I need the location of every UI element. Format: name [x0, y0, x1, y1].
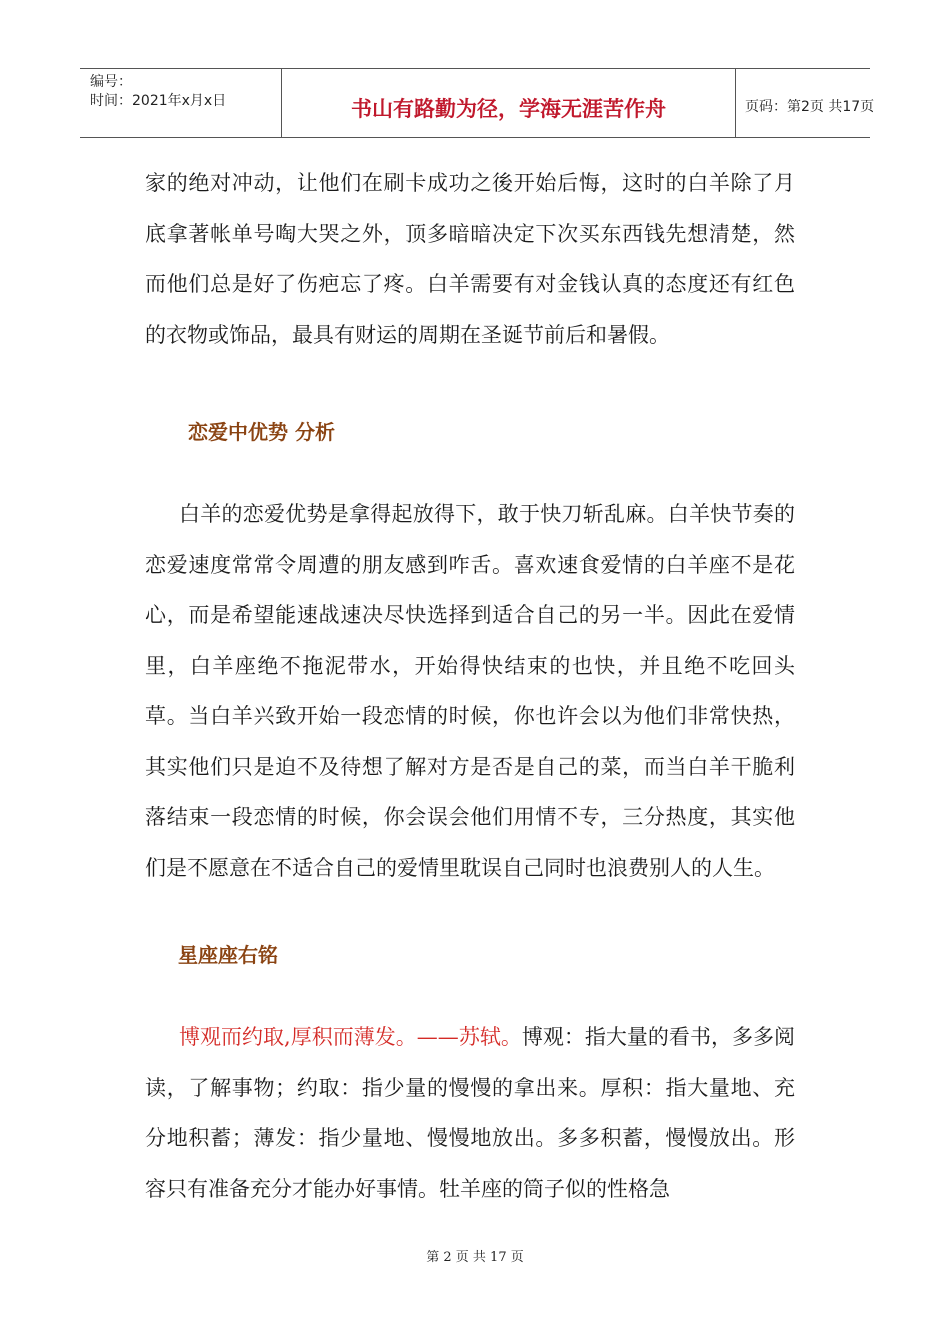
paragraph-finance: 家的绝对冲动，让他们在刷卡成功之後开始后悔，这时的白羊除了月底拿著帐单号啕大哭之外，顶多暗暗决定下次买东西钱先想清楚，然而他们总是好了伤疤忘了疼。白羊需要有对金钱认真的态度还有红色的衣物或饰品，最具有财运的周期在圣诞节前后和暑假。: [145, 171, 795, 347]
section-heading-love: 恋爱中优势 分析: [188, 420, 335, 444]
quote-text: 博观而约取,厚积而薄发。——苏轼。: [179, 1025, 522, 1049]
document-body: [145, 158, 795, 1214]
page-header: [80, 68, 875, 138]
quote-explanation: 博观：指大量的看书，多多阅读，了解事物；约取：指少量的慢慢的拿出来。厚积：指大量地、充分地积蓄；薄发：指少量地、慢慢地放出。多多积蓄，慢慢放出。形容只有准备充分才能办好事情。牡羊座的筒子似的性格急: [145, 1025, 795, 1201]
header-meta: [80, 69, 282, 137]
document-date-label: 时间：2021年x月x日: [90, 93, 227, 109]
document-number-label: 编号：: [90, 74, 132, 90]
paragraph-motto: [145, 1012, 795, 1214]
paragraph-love: 白羊的恋爱优势是拿得起放得下，敢于快刀斩乱麻。白羊快节奏的恋爱速度常常令周遭的朋友感到咋舌。喜欢速食爱情的白羊座不是花心，而是希望能速战速决尽快选择到适合自己的另一半。因此在爱情里，白羊座绝不拖泥带水，开始得快结束的也快，并且绝不吃回头草。当白羊兴致开始一段恋情的时候，你也许会以为他们非常快热，其实他们只是迫不及待想了解对方是否是自己的菜，而当白羊干脆利落结束一段恋情的时候，你会误会他们用情不专，三分热度，其实他们是不愿意在不适合自己的爱情里耽误自己同时也浪费别人的人生。: [145, 502, 795, 880]
header-motto-cell: [282, 69, 736, 137]
page-footer: 第 2 页 共 17 页: [426, 1250, 524, 1265]
header-motto: 书山有路勤为径，学海无涯苦作舟: [351, 97, 666, 121]
header-page-cell: [736, 69, 875, 137]
header-page-info: 页码：第2页 共17页: [745, 99, 875, 115]
section-heading-motto: 星座座右铭: [178, 943, 278, 967]
